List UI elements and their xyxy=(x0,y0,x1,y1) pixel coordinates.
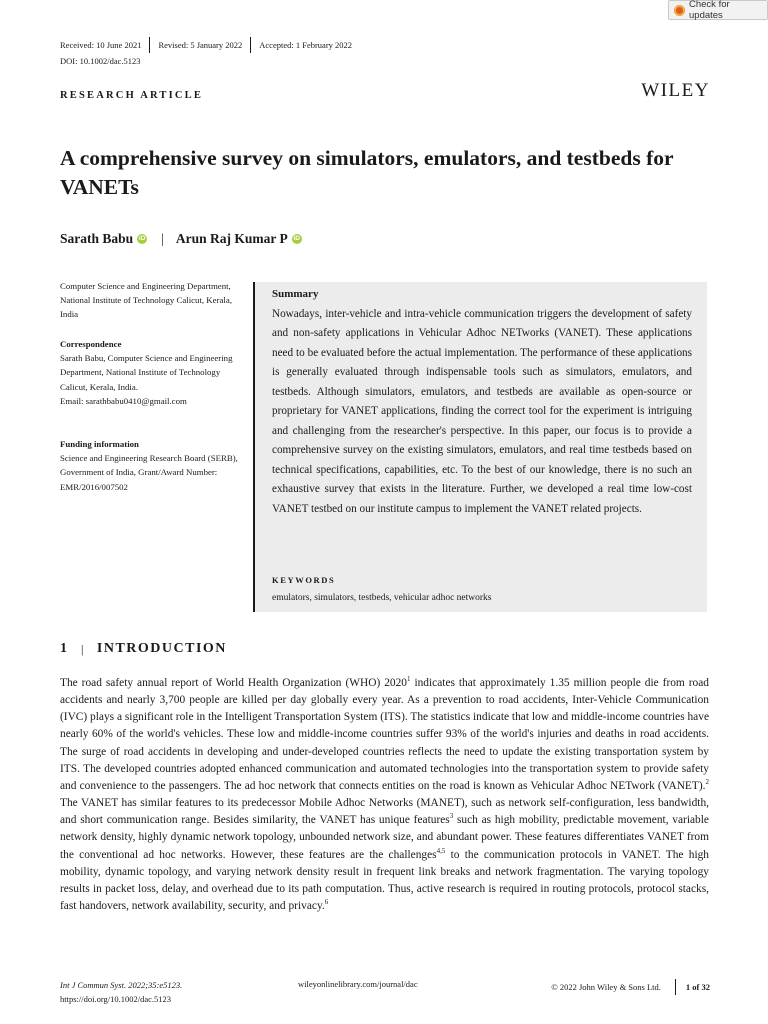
received-date: Received: 10 June 2021 xyxy=(60,40,142,50)
citation[interactable]: 3 xyxy=(449,812,454,821)
accepted-date: Accepted: 1 February 2022 xyxy=(259,40,353,50)
correspondence-text: Sarath Babu, Computer Science and Engineering Department, National Institute of Technology Calicut, Kerala, India. xyxy=(60,353,233,392)
doi: DOI: 10.1002/dac.5123 xyxy=(60,56,141,66)
funding-block xyxy=(60,437,240,494)
intro-text: indicates that approximately 1.35 million people die from road accidents and nearly 3,700 people are killed per day globally every year. As a prevention to road accidents, Inter-Vehicle Communication (IVC) plays a significant role in the Intelligent Transportation System (ITS). The statistics indicate that low and middle-income countries have nearly 60% of the world's vehicles. These low and middle-income countries suffer 93% of the world's injuries and deaths in road accidents. The surge of road accidents in developing and under-developed countries reflects the need to update the existing transportation system by ITS. The developed countries adopted enhanced communication and automated technologies into the transportation system to provide safety and convenience to the passengers. The ad hoc network that connects entities on the road is known as Vehicular Adhoc NETwork (VANET). xyxy=(60,677,709,792)
revised-date: Revised: 5 January 2022 xyxy=(158,40,243,50)
correspondence-block xyxy=(60,337,240,408)
keywords-heading: KEYWORDS xyxy=(272,575,336,585)
divider xyxy=(250,37,251,53)
article-history xyxy=(60,38,352,52)
footer-right xyxy=(551,979,710,995)
check-for-updates-button[interactable] xyxy=(668,0,768,20)
footer-citation xyxy=(60,979,182,1006)
author-list xyxy=(60,231,302,247)
section-number: 1 xyxy=(60,641,67,656)
correspondence-heading: Correspondence xyxy=(60,339,122,349)
citation[interactable]: 1 xyxy=(406,675,411,684)
affiliation: Computer Science and Engineering Department, National Institute of Technology Calicut, Kerala, India xyxy=(60,281,232,320)
paper-title: A comprehensive survey on simulators, emulators, and testbeds for VANETs xyxy=(60,146,674,199)
funding-text: Science and Engineering Research Board (SERB), Government of India, Grant/Award Number: EMR/2016/007502 xyxy=(60,453,238,492)
article-type: RESEARCH ARTICLE xyxy=(60,90,204,101)
intro-text: The VANET has similar features to its predecessor Mobile Adhoc Networks (MANET), such as network self-configuration, less bandwidth, and short communication range. Besides similarity, the VANET has unique features xyxy=(60,797,709,827)
correspondence-email[interactable]: Email: sarathbabu0410@gmail.com xyxy=(60,395,187,406)
citation[interactable]: 6 xyxy=(324,898,329,907)
section-heading xyxy=(60,641,227,657)
author-name[interactable]: Arun Raj Kumar P xyxy=(175,231,288,246)
intro-text: to the communication protocols in VANET. The high mobility, dynamic topology, and varying network density result in frequent link breaks and network fragmentation. The varying topology results in packet loss, delay, and overhead due to its path computation. Thus, active research is required in routing protocols, protocol stacks, fast handovers, network availability, security, and privacy. xyxy=(60,848,709,913)
page-number: 1 of 32 xyxy=(685,982,710,992)
orcid-icon[interactable]: iD xyxy=(138,235,146,242)
footer-doi-link[interactable]: https://doi.org/10.1002/dac.5123 xyxy=(60,993,172,1004)
intro-text: such as high mobility, predictable movement, variable network density, highly dynamic network topology, unbounded network size, and abundant power. These features differentiates VANET from the conventional ad hoc networks. However, these features are the challenges xyxy=(60,814,709,861)
author-name[interactable]: Sarath Babu xyxy=(60,231,134,246)
summary-heading: Summary xyxy=(272,288,319,300)
summary-text: Nowadays, inter-vehicle and intra-vehicle communication triggers the development of safety and non-safety applications in Vehicular Adhoc NETworks (VANET). These applications need to be evaluated before the actual implementation. The performance of these applications is generally evaluated through indispensable tools such as simulators, emulators, and testbeds. Although simulators, emulators, and testbeds are available as open-source or proprietary for VANET applications, finding the correct tool for the experiment is intriguing and challenging from the researcher's perspective. In this paper, our focus is to provide a comprehensive survey on the existing simulators, emulators, and real time testbeds based on technical specifications, capabilities, etc. To the best of our knowledge, there is no such an exhaustive survey that exists in the literature. Further, we developed a real time low-cost VANET testbed on our institute campus to implement the VANET related projects. xyxy=(272,308,692,515)
citation[interactable]: 2 xyxy=(705,778,709,787)
summary-box xyxy=(253,282,707,612)
divider xyxy=(149,37,150,53)
intro-text: The road safety annual report of World Health Organization (WHO) 2020 xyxy=(60,677,407,689)
section-title: INTRODUCTION xyxy=(96,641,227,656)
intro-paragraph xyxy=(60,675,709,915)
publisher-logo: WILEY xyxy=(641,80,710,101)
section-separator: | xyxy=(81,641,85,656)
crossmark-icon xyxy=(674,5,685,16)
footer-site-link[interactable]: wileyonlinelibrary.com/journal/dac xyxy=(298,979,418,989)
footer-copyright: © 2022 John Wiley & Sons Ltd. xyxy=(551,982,661,992)
keywords-text: emulators, simulators, testbeds, vehicular adhoc networks xyxy=(272,593,492,603)
orcid-icon[interactable]: iD xyxy=(293,235,300,242)
check-for-updates-label: Check for updates xyxy=(689,0,730,21)
citation[interactable]: 4,5 xyxy=(436,846,446,855)
footer-journal: Int J Commun Syst. 2022;35:e5123. xyxy=(60,980,183,990)
funding-heading: Funding information xyxy=(60,439,139,449)
divider xyxy=(675,979,676,995)
author-separator: | xyxy=(161,231,164,246)
